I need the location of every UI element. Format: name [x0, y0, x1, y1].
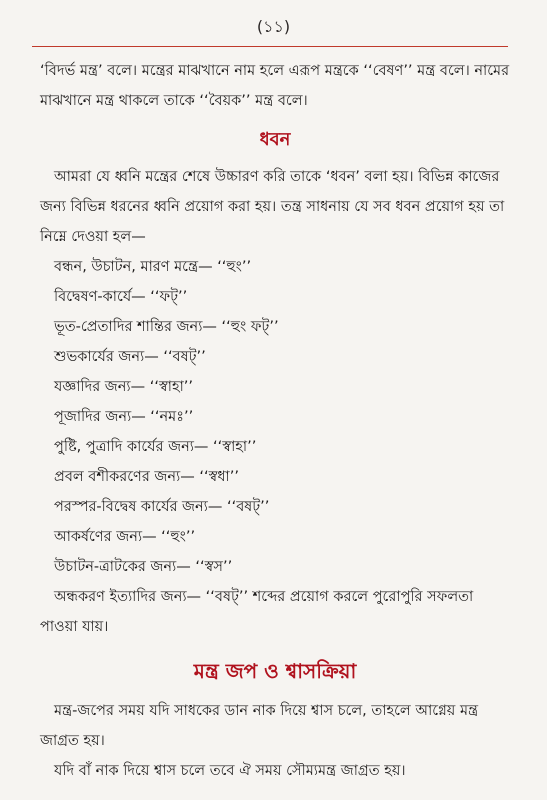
closing-paragraph: অন্ধকরণ ইত্যাদির জন্য— ‘‘বষট্’’ শব্দের প্রয়োগ করলে পুরোপুরি সফলতা পাওয়া যায়। — [40, 589, 474, 635]
list-item: উচাটন-ত্রাটকের জন্য— ‘‘স্বস’’ — [54, 559, 233, 575]
list-item: যজ্ঞাদির জন্য— ‘‘স্বাহা’’ — [54, 379, 194, 395]
list-item: প্রবল বশীকরণের জন্য— ‘‘স্বধা’’ — [54, 469, 239, 485]
list-item: আকর্ষণের জন্য— ‘‘হুং’’ — [54, 529, 196, 545]
section2-paragraph-2: যদি বাঁ নাক দিয়ে শ্বাস চলে তবে ঐ সময় সৌম্যমন্ত্র জাগ্রত হয়। — [54, 763, 406, 779]
section-paragraph: আমরা যে ধ্বনি মন্ত্রের শেষে উচ্চারণ করি তাকে ‘ধবন’ বলা হয়। বিভিন্ন কাজের জন্য বিভিন্ন ধরনের ধ্বনি প্রয়োগ করা হয়। তন্ত্র সাধনায় যে সব ধবন প্রয়োগ হয় তা নিম্নে দেওয়া হল— — [40, 169, 505, 245]
section2-paragraph-1: মন্ত্র-জপের সময় যদি সাধকের ডান নাক দিয়ে শ্বাস চলে, তাহলে আগ্নেয় মন্ত্র জাগ্রত হয়। — [40, 703, 479, 749]
section-heading-mantra-jap: মন্ত্র জপ ও শ্বাসক্রিয়া — [193, 659, 357, 683]
list-item: পুষ্টি, পুত্রাদি কার্যের জন্য— ‘‘স্বাহা’’ — [54, 439, 257, 455]
section-heading-dhaban: ধবন — [259, 129, 291, 150]
list-item: পূজাদির জন্য— ‘‘নমঃ’’ — [54, 409, 194, 425]
list-item: পরস্পর-বিদ্বেষ কার্যের জন্য— ‘‘বষট্’’ — [54, 499, 270, 515]
list-item: শুভকার্যের জন্য— ‘‘বষট্’’ — [54, 349, 206, 365]
list-item: ভূত-প্রেতাদির শান্তির জন্য— ‘‘হুং ফট্’’ — [54, 319, 279, 335]
dhaban-list — [40, 252, 510, 582]
intro-paragraph: ‘বিদর্ভ মন্ত্র’ বলে। মন্ত্রের মাঝখানে নাম হলে এরূপ মন্ত্রকে ‘‘বেষণ’’ মন্ত্র বলে। নামের মাঝখানে মন্ত্র থাকলে তাকে ‘‘বৈয়ক’’ মন্ত্র বলে। — [40, 63, 510, 109]
list-item: বন্ধন, উচাটন, মারণ মন্ত্রে— ‘‘হুং’’ — [54, 259, 252, 275]
header-rule — [32, 46, 508, 47]
page-number: (১১) — [256, 17, 291, 36]
page-body — [40, 56, 510, 786]
list-item: বিদ্বেষণ-কার্যে— ‘‘ফট্’’ — [54, 289, 188, 305]
